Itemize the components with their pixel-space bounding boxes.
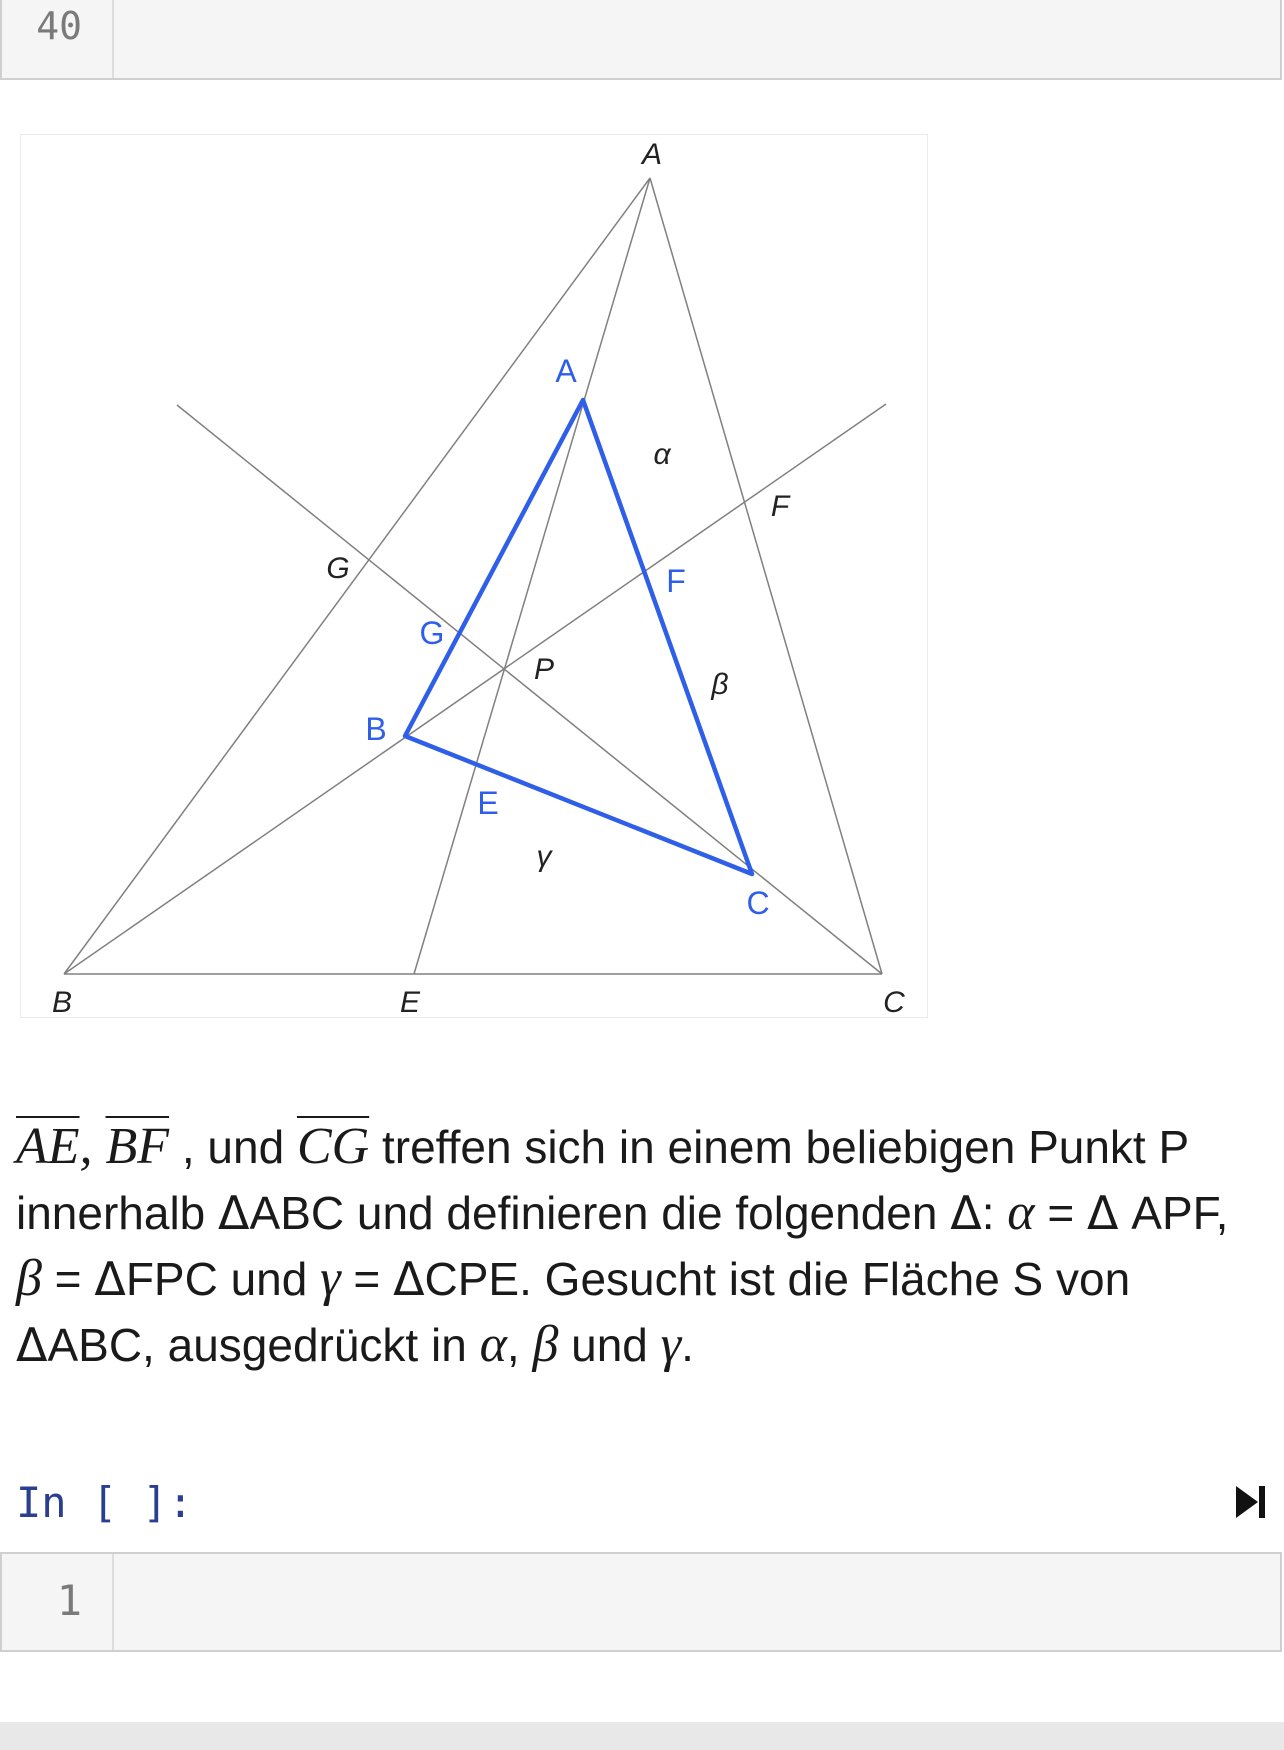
label-alpha: α bbox=[653, 438, 671, 471]
text: APF, bbox=[1118, 1187, 1229, 1239]
bottom-scroll-bar bbox=[0, 1722, 1284, 1750]
separator: , bbox=[79, 1118, 106, 1175]
outer-label-f: F bbox=[770, 490, 790, 523]
line-number: 1 bbox=[2, 1554, 114, 1650]
skip-to-end-icon[interactable] bbox=[1234, 1482, 1268, 1522]
segment-cg: $\overline{CG}$ bbox=[296, 1118, 370, 1175]
delta-symbol: Δ bbox=[16, 1318, 48, 1372]
delta-symbol: Δ bbox=[950, 1186, 982, 1240]
segment-bf: $\overline{BF}$ bbox=[105, 1118, 170, 1175]
delta-symbol: Δ bbox=[218, 1186, 250, 1240]
delta-symbol: Δ bbox=[94, 1252, 126, 1306]
text: , und bbox=[169, 1121, 297, 1173]
alpha-symbol: α bbox=[479, 1316, 507, 1373]
text: : bbox=[981, 1187, 1008, 1239]
alpha-symbol: α bbox=[1007, 1184, 1035, 1241]
text: treffen sich in einem beliebigen Punkt P innerhalb bbox=[16, 1121, 1189, 1239]
text: = bbox=[340, 1253, 394, 1305]
cell-prompt: In [ ]: bbox=[16, 1478, 194, 1527]
outer-label-b: B bbox=[51, 986, 73, 1018]
code-editor-area[interactable] bbox=[116, 1554, 1280, 1650]
label-gamma: γ bbox=[536, 840, 552, 873]
line-number: 40 bbox=[2, 0, 114, 78]
code-editor-area[interactable] bbox=[116, 0, 1280, 78]
segment-ae: $\overline{AE}$ bbox=[16, 1118, 80, 1175]
inner-label-e: E bbox=[477, 785, 499, 821]
delta-symbol: Δ bbox=[1087, 1186, 1119, 1240]
problem-statement bbox=[16, 1114, 1266, 1378]
text: ABC und definieren die folgenden bbox=[249, 1187, 951, 1239]
text: ABC, ausgedrückt in bbox=[47, 1319, 480, 1371]
label-p: P bbox=[533, 653, 555, 686]
code-cell[interactable] bbox=[0, 1552, 1282, 1652]
text: , bbox=[506, 1319, 533, 1371]
outer-label-e: E bbox=[399, 986, 421, 1018]
figure-frame bbox=[20, 134, 928, 1018]
text: und bbox=[558, 1319, 661, 1371]
text: FPC und bbox=[125, 1253, 321, 1305]
label-beta: β bbox=[711, 668, 729, 701]
text: = bbox=[41, 1253, 95, 1305]
text: . bbox=[681, 1319, 694, 1371]
triangle-figure bbox=[20, 134, 928, 1018]
gamma-symbol: γ bbox=[320, 1250, 341, 1307]
inner-label-b: B bbox=[365, 711, 387, 747]
gamma-symbol: γ bbox=[660, 1316, 682, 1373]
beta-symbol: β bbox=[532, 1316, 559, 1373]
skip-to-end-icon-glyph bbox=[1234, 1482, 1268, 1522]
outer-label-g: G bbox=[326, 552, 350, 585]
inner-label-a: A bbox=[555, 353, 577, 389]
outer-label-a: A bbox=[641, 138, 663, 171]
outer-label-c: C bbox=[883, 986, 905, 1018]
text: = bbox=[1034, 1187, 1088, 1239]
inner-label-f: F bbox=[666, 563, 686, 599]
inner-label-g: G bbox=[419, 615, 445, 651]
inner-label-c: C bbox=[746, 885, 770, 921]
text: CPE. Gesucht ist die Fläche S von bbox=[424, 1253, 1131, 1305]
delta-symbol: Δ bbox=[393, 1252, 425, 1306]
beta-symbol: β bbox=[16, 1250, 42, 1307]
previous-code-cell[interactable] bbox=[0, 0, 1282, 80]
